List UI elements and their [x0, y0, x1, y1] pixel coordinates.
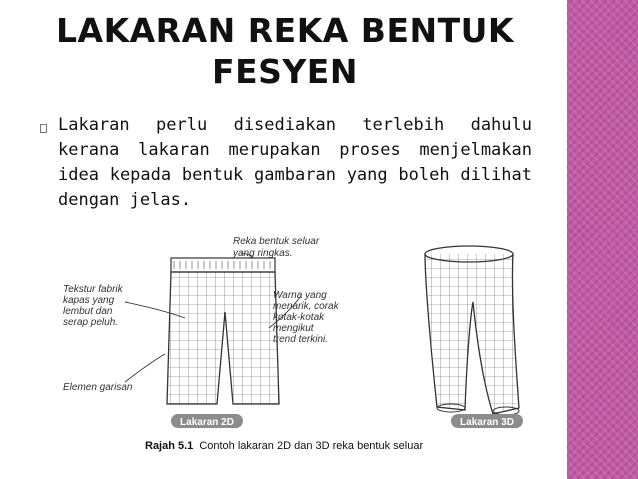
slide-body-text: Lakaran perlu disediakan terlebih dahulu kerana lakaran merupakan proses menjelmakan idea kepada bentuk gambaran yang boleh dilihat dengan jelas. [58, 115, 532, 210]
label-fabric-line2: kapas yang [63, 295, 115, 306]
label-color-line4: mengikut [273, 323, 314, 334]
label-design-line2: yang ringkas. [233, 248, 293, 259]
label-fabric-line4: serap peluh. [63, 317, 119, 328]
label-color-line1: Warna yang [273, 290, 327, 301]
pants-2d-sketch [167, 258, 279, 404]
pants-sketch-svg [53, 232, 533, 462]
badge-2d-label: Lakaran 2D [180, 417, 234, 428]
label-color-line2: menarik, corak [273, 301, 339, 312]
label-element: Elemen garisan [63, 382, 133, 393]
slide-title: LAKARAN REKA BENTUK FESYEN [56, 11, 514, 91]
figure-caption [145, 440, 423, 452]
pants-3d-sketch [425, 246, 519, 415]
label-color-line5: trend terkini. [273, 334, 329, 345]
callout-arrow-element [125, 354, 165, 382]
label-fabric-line1: Tekstur fabrik [63, 284, 123, 295]
label-design-line1: Reka bentuk seluar [233, 236, 320, 247]
label-fabric-line3: lembut dan [63, 306, 113, 317]
pants-sketch-figure [53, 232, 533, 462]
caption-prefix: Rajah 5.1 [145, 440, 194, 452]
badge-3d-label: Lakaran 3D [460, 417, 514, 428]
decorative-side-stripe [567, 0, 638, 479]
label-color-line3: kotak-kotak [273, 312, 325, 323]
caption-text: Contoh lakaran 2D dan 3D reka bentuk seluar [199, 440, 424, 452]
bullet-icon [40, 124, 47, 133]
